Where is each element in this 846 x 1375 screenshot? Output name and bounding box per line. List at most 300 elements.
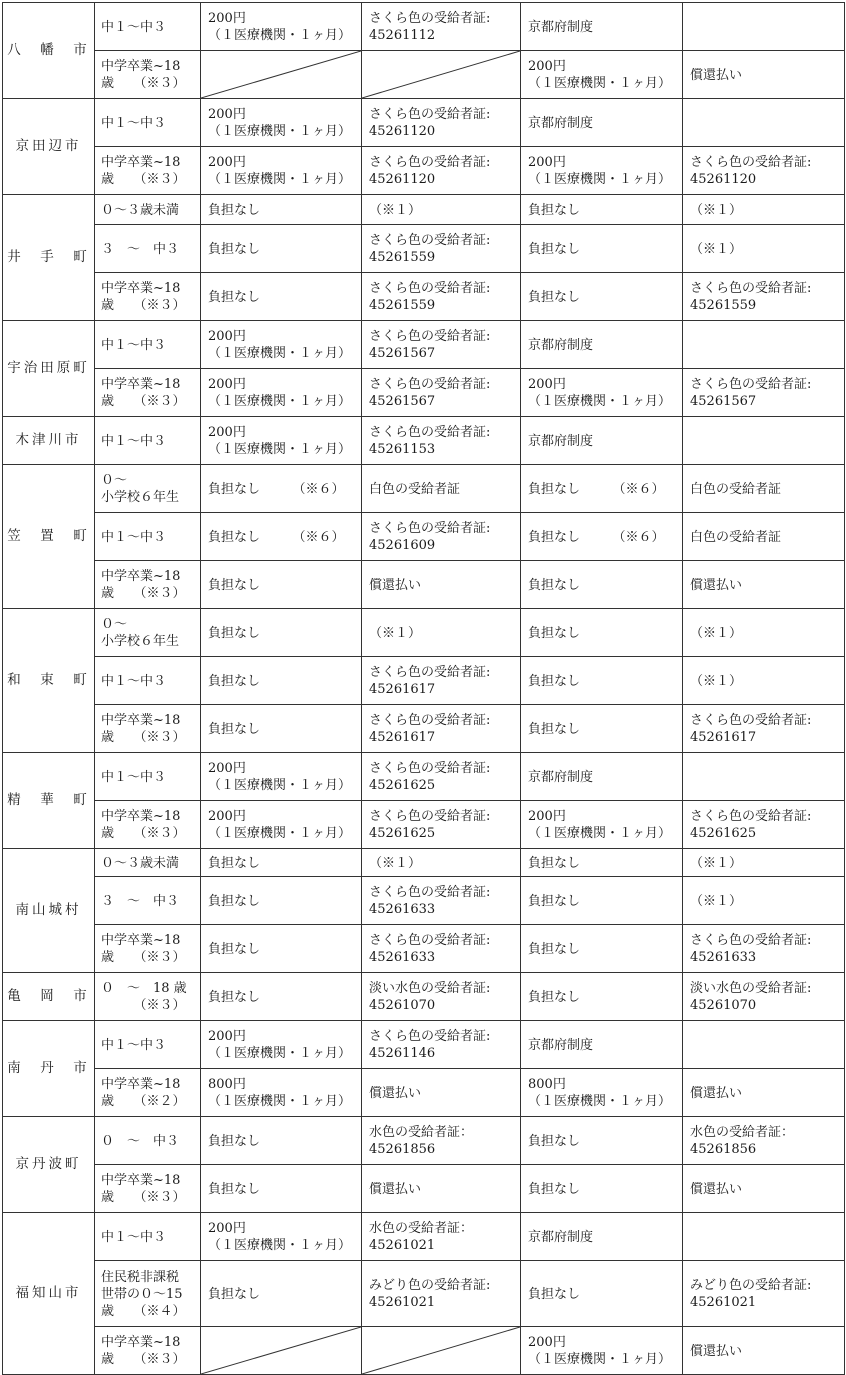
inpatient-certificate-cell (362, 609, 521, 657)
cell-text-line: 45261625 (369, 826, 436, 841)
inpatient-certificate-cell (362, 1261, 521, 1327)
age-range-cell (95, 321, 201, 369)
cell-text-line: 45261112 (369, 28, 436, 43)
inpatient-certificate-cell (362, 561, 521, 609)
inpatient-certificate-cell (362, 877, 521, 925)
cell-text-line: さくら色の受給者証: (690, 281, 812, 296)
inpatient-charge-cell (201, 657, 362, 705)
cell-text-line: 京都府制度 (528, 19, 594, 35)
inpatient-certificate-cell (362, 1117, 521, 1165)
outpatient-certificate-cell (683, 801, 845, 849)
cell-text-line: 負担なし (208, 1133, 261, 1149)
age-range-cell (95, 1021, 201, 1069)
age-range-cell (95, 1117, 201, 1165)
cell-text-line: さくら色の受給者証: (690, 155, 812, 170)
cell-text-line: さくら色の受給者証: (369, 425, 491, 440)
diagonal-line (362, 1327, 520, 1374)
outpatient-charge-cell (521, 753, 683, 801)
age-range-cell (95, 753, 201, 801)
cell-text-line: 200円 (208, 1221, 246, 1236)
inpatient-charge-cell (201, 273, 362, 321)
cell-text-line: 小学校６年生 (101, 490, 180, 505)
cell-text-line: （１医療機関・１ヶ月） (528, 1094, 672, 1109)
cell-text-line: 京都府制度 (528, 115, 594, 131)
inpatient-certificate-cell (362, 195, 521, 225)
cell-text-line: 45261146 (369, 1046, 436, 1061)
cell-text-line: 45261856 (690, 1142, 757, 1157)
outpatient-certificate-cell (683, 513, 845, 561)
cell-text-line: さくら色の受給者証: (690, 809, 812, 824)
cell-text-line: 中１～中３ (101, 19, 167, 35)
cell-text-line: 償還払い (690, 577, 743, 593)
diagonal-line (201, 1327, 361, 1374)
inpatient-charge-cell (201, 801, 362, 849)
cell-text-line: 住民税非課税 (101, 1269, 180, 1285)
age-range-cell (95, 273, 201, 321)
inpatient-certificate-cell (362, 849, 521, 877)
municipality-cell: 木津川市 (3, 417, 95, 465)
cell-text-line: 中学卒業~18 (101, 809, 181, 824)
age-range-cell (95, 925, 201, 973)
outpatient-certificate-cell (683, 753, 845, 801)
table-row (3, 609, 845, 657)
cell-text-line: 世帯の０～15 (101, 1286, 183, 1302)
outpatient-certificate-cell (683, 1021, 845, 1069)
age-range-cell (95, 1327, 201, 1375)
cell-text-line: 中学卒業~18 (101, 569, 181, 584)
inpatient-charge-cell (201, 1261, 362, 1327)
cell-text-line: （１医療機関・１ヶ月） (208, 124, 352, 139)
cell-text-line: 200円 (208, 11, 246, 26)
inpatient-charge-cell (201, 561, 362, 609)
inpatient-certificate-cell (362, 465, 521, 513)
cell-text-line: （１医療機関・１ヶ月） (208, 1046, 352, 1061)
inpatient-certificate-cell (362, 147, 521, 195)
cell-text-line: 45261633 (690, 950, 757, 965)
inpatient-certificate-cell (362, 417, 521, 465)
cell-text-line: 水色の受給者証： (690, 1125, 795, 1140)
cell-text-line: 歳 （※４） (101, 1303, 186, 1319)
cell-text-line: 45261633 (369, 950, 436, 965)
cell-text-line: 負担なし (528, 1286, 581, 1302)
cell-text-line: ０～３歳未満 (101, 202, 180, 218)
table-row (3, 753, 845, 801)
cell-text-line: 負担なし (528, 989, 581, 1005)
outpatient-certificate-cell (683, 225, 845, 273)
outpatient-charge-cell (521, 369, 683, 417)
outpatient-charge-cell (521, 849, 683, 877)
cell-text-line: 負担なし (208, 673, 261, 689)
municipality-cell: 亀 岡 市 (3, 973, 95, 1021)
cell-text-line: さくら色の受給者証: (690, 377, 812, 392)
municipality-cell: 井 手 町 (3, 195, 95, 321)
cell-text-line: （１医療機関・１ヶ月） (528, 394, 672, 409)
cell-text-line: 歳 （※３） (101, 394, 186, 409)
inpatient-certificate-cell (362, 1069, 521, 1117)
table-row (3, 225, 845, 273)
outpatient-certificate-cell (683, 973, 845, 1021)
inpatient-charge-cell (201, 1213, 362, 1261)
cell-text-line: （１医療機関・１ヶ月） (528, 826, 672, 841)
cell-text-line: 歳 （※３） (101, 298, 186, 313)
cell-text-line: 45261070 (369, 998, 436, 1013)
age-range-cell (95, 1213, 201, 1261)
table-row (3, 925, 845, 973)
cell-text-line: ３ ～ 中３ (101, 893, 180, 909)
municipality-cell: 京田辺市 (3, 99, 95, 195)
municipality-cell: 南山城村 (3, 849, 95, 973)
age-range-cell (95, 369, 201, 417)
cell-text-line: 45261625 (690, 826, 757, 841)
inpatient-certificate-cell (362, 3, 521, 51)
cell-text-line: 負担なし (208, 893, 261, 909)
outpatient-charge-cell (521, 925, 683, 973)
table-row (3, 849, 845, 877)
cell-text-line: （※１） (369, 855, 422, 871)
table-row (3, 321, 845, 369)
inpatient-charge-cell (201, 465, 362, 513)
outpatient-charge-cell (521, 561, 683, 609)
cell-text-line: 中学卒業~18 (101, 59, 181, 74)
cell-text-line: 200円 (208, 1029, 246, 1044)
cell-text-line: （１医療機関・１ヶ月） (528, 76, 672, 91)
cell-text-line: 負担なし (528, 673, 581, 689)
cell-text-line: さくら色の受給者証: (369, 107, 491, 122)
cell-text-line: 中１～中３ (101, 1229, 167, 1245)
cell-text-line: 200円 (208, 377, 246, 392)
age-range-cell (95, 465, 201, 513)
cell-text-line: 負担なし (208, 721, 261, 737)
diagonal-line (201, 51, 361, 98)
table-row (3, 513, 845, 561)
cell-text-line: ０～３歳未満 (101, 855, 180, 871)
diagonal-strike (362, 1327, 520, 1374)
cell-text-line: 水色の受給者証： (369, 1221, 474, 1236)
inpatient-charge-cell (201, 225, 362, 273)
cell-text-line: 負担なし (208, 577, 261, 593)
cell-text-line: 歳 （※２） (101, 1094, 186, 1109)
cell-text-line: 償還払い (690, 1343, 743, 1359)
cell-text-line: （１医療機関・１ヶ月） (208, 1094, 352, 1109)
cell-text-line: 中１～中３ (101, 673, 167, 689)
outpatient-charge-cell (521, 273, 683, 321)
cell-text-line: ３ ～ 中３ (101, 241, 180, 257)
inpatient-certificate-cell (362, 657, 521, 705)
outpatient-charge-cell (521, 1213, 683, 1261)
outpatient-certificate-cell (683, 465, 845, 513)
outpatient-charge-cell (521, 973, 683, 1021)
cell-text-line: （１医療機関・１ヶ月） (208, 778, 352, 793)
table-row (3, 561, 845, 609)
cell-text-line: 45261021 (690, 1295, 757, 1310)
cell-text-line: 京都府制度 (528, 433, 594, 449)
cell-text-line: ０ ～ 中３ (101, 1133, 180, 1149)
cell-text-line: 負担なし (208, 625, 261, 641)
cell-text-line: 負担なし (528, 1133, 581, 1149)
cell-text-line: 45261120 (369, 172, 436, 187)
cell-text-line: 中１～中３ (101, 1037, 167, 1053)
table-row (3, 1117, 845, 1165)
outpatient-certificate-cell (683, 849, 845, 877)
outpatient-certificate-cell (683, 417, 845, 465)
cell-text-line: 中１～中３ (101, 115, 167, 131)
cell-text-line: 中学卒業~18 (101, 1173, 181, 1188)
outpatient-charge-cell (521, 3, 683, 51)
cell-text-line: （※１） (690, 673, 743, 689)
cell-text-line: 償還払い (690, 1085, 743, 1101)
cell-text-line: 45261021 (369, 1295, 436, 1310)
cell-text-line: 歳 （※３） (101, 76, 186, 91)
cell-text-line: さくら色の受給者証: (369, 1029, 491, 1044)
cell-text-line: （１医療機関・１ヶ月） (208, 826, 352, 841)
cell-text-line: 京都府制度 (528, 1037, 594, 1053)
outpatient-charge-cell (521, 321, 683, 369)
cell-text-line: （※１） (369, 625, 422, 641)
age-range-cell (95, 849, 201, 877)
cell-text-line: 負担なし (528, 577, 581, 593)
cell-text-line: （１医療機関・１ヶ月） (208, 172, 352, 187)
cell-text-line: 歳 （※３） (101, 172, 186, 187)
cell-text-line: 京都府制度 (528, 337, 594, 353)
age-range-cell (95, 51, 201, 99)
cell-text-line: 45261070 (690, 998, 757, 1013)
cell-text-line: ０～ (101, 617, 128, 632)
cell-text-line: さくら色の受給者証: (369, 761, 491, 776)
cell-text-line: 負担なし (528, 941, 581, 957)
cell-text-line: 負担なし (208, 289, 261, 305)
table-row (3, 1021, 845, 1069)
age-range-cell (95, 561, 201, 609)
table-row (3, 465, 845, 513)
outpatient-charge-cell (521, 195, 683, 225)
table-row (3, 973, 845, 1021)
cell-text-line: 200円 (208, 761, 246, 776)
outpatient-charge-cell (521, 51, 683, 99)
cell-text-line: （１医療機関・１ヶ月） (208, 28, 352, 43)
inpatient-charge-cell (201, 1117, 362, 1165)
cell-text-line: 負担なし (208, 1181, 261, 1197)
diagonal-strike (362, 51, 520, 98)
cell-text-line: みどり色の受給者証: (369, 1278, 491, 1293)
outpatient-certificate-cell (683, 1165, 845, 1213)
cell-text-line: ０ ～ 18 歳 (101, 981, 187, 996)
cell-text-line: さくら色の受給者証: (369, 11, 491, 26)
outpatient-certificate-cell (683, 1327, 845, 1375)
cell-text-line: 200円 (208, 329, 246, 344)
outpatient-charge-cell (521, 465, 683, 513)
cell-text-line: 45261021 (369, 1238, 436, 1253)
cell-text-line: 負担なし (528, 721, 581, 737)
table-row (3, 1213, 845, 1261)
outpatient-charge-cell (521, 1165, 683, 1213)
municipality-cell: 南 丹 市 (3, 1021, 95, 1117)
cell-text-line: 償還払い (369, 1085, 422, 1101)
diagonal-strike (201, 1327, 361, 1374)
cell-text-line: 京都府制度 (528, 1229, 594, 1245)
municipality-cell: 宇治田原町 (3, 321, 95, 417)
outpatient-certificate-cell (683, 273, 845, 321)
cell-text-line: 45261633 (369, 902, 436, 917)
inpatient-charge-cell (201, 609, 362, 657)
outpatient-charge-cell (521, 1069, 683, 1117)
outpatient-charge-cell (521, 1021, 683, 1069)
cell-text-line: 45261856 (369, 1142, 436, 1157)
table-row (3, 51, 845, 99)
inpatient-charge-cell (201, 1165, 362, 1213)
outpatient-certificate-cell (683, 369, 845, 417)
outpatient-certificate-cell (683, 321, 845, 369)
cell-text-line: 800円 (528, 1077, 566, 1092)
table-row (3, 195, 845, 225)
age-range-cell (95, 1261, 201, 1327)
table-row (3, 1165, 845, 1213)
cell-text-line: みどり色の受給者証: (690, 1278, 812, 1293)
cell-text-line: 負担なし (528, 241, 581, 257)
inpatient-certificate-cell (362, 801, 521, 849)
cell-text-line: 淡い水色の受給者証: (369, 981, 491, 996)
outpatient-certificate-cell (683, 705, 845, 753)
cell-text-line: 負担なし (208, 941, 261, 957)
cell-text-line: （１医療機関・１ヶ月） (208, 394, 352, 409)
cell-text-line: （１医療機関・１ヶ月） (208, 346, 352, 361)
cell-text-line: 中１～中３ (101, 529, 167, 545)
inpatient-certificate-cell (362, 99, 521, 147)
inpatient-charge-cell (201, 877, 362, 925)
cell-text-line: 負担なし (528, 625, 581, 641)
inpatient-charge-cell (201, 1069, 362, 1117)
table-row (3, 369, 845, 417)
cell-text-line: 中学卒業~18 (101, 155, 181, 170)
cell-text-line: 200円 (208, 107, 246, 122)
not-applicable-cell (201, 51, 362, 99)
outpatient-charge-cell (521, 1117, 683, 1165)
cell-text-line: 中学卒業~18 (101, 281, 181, 296)
cell-text-line: 負担なし (528, 893, 581, 909)
cell-text-line: 45261559 (369, 250, 436, 265)
cell-text-line: 45261559 (690, 298, 757, 313)
cell-text-line: 中１～中３ (101, 769, 167, 785)
table-row (3, 801, 845, 849)
age-range-cell (95, 99, 201, 147)
inpatient-certificate-cell (362, 753, 521, 801)
cell-text-line: 負担なし （※６） (208, 529, 345, 545)
cell-text-line: （※３） (101, 998, 186, 1013)
cell-text-line: 中学卒業~18 (101, 377, 181, 392)
age-range-cell (95, 3, 201, 51)
cell-text-line: さくら色の受給者証: (369, 885, 491, 900)
outpatient-certificate-cell (683, 99, 845, 147)
age-range-cell (95, 195, 201, 225)
outpatient-charge-cell (521, 1261, 683, 1327)
inpatient-certificate-cell (362, 321, 521, 369)
cell-text-line: 200円 (208, 155, 246, 170)
inpatient-charge-cell (201, 99, 362, 147)
cell-text-line: 200円 (208, 425, 246, 440)
outpatient-certificate-cell (683, 877, 845, 925)
cell-text-line: さくら色の受給者証: (690, 933, 812, 948)
cell-text-line: 負担なし (208, 855, 261, 871)
cell-text-line: 白色の受給者証 (690, 529, 782, 545)
inpatient-certificate-cell (362, 369, 521, 417)
outpatient-charge-cell (521, 609, 683, 657)
outpatient-charge-cell (521, 705, 683, 753)
cell-text-line: ０～ (101, 473, 128, 488)
outpatient-certificate-cell (683, 1261, 845, 1327)
cell-text-line: さくら色の受給者証: (369, 713, 491, 728)
cell-text-line: （※１） (690, 855, 743, 871)
inpatient-charge-cell (201, 321, 362, 369)
cell-text-line: 負担なし (528, 289, 581, 305)
inpatient-charge-cell (201, 849, 362, 877)
cell-text-line: 償還払い (690, 1181, 743, 1197)
outpatient-charge-cell (521, 513, 683, 561)
outpatient-charge-cell (521, 147, 683, 195)
cell-text-line: 中１～中３ (101, 337, 167, 353)
cell-text-line: 200円 (208, 809, 246, 824)
inpatient-certificate-cell (362, 273, 521, 321)
cell-text-line: 償還払い (369, 1181, 422, 1197)
age-range-cell (95, 225, 201, 273)
cell-text-line: 負担なし (208, 1286, 261, 1302)
cell-text-line: 45261567 (369, 346, 436, 361)
cell-text-line: （１医療機関・１ヶ月） (208, 442, 352, 457)
inpatient-charge-cell (201, 147, 362, 195)
cell-text-line: 45261617 (690, 730, 757, 745)
outpatient-certificate-cell (683, 195, 845, 225)
cell-text-line: 歳 （※３） (101, 730, 186, 745)
inpatient-charge-cell (201, 369, 362, 417)
outpatient-certificate-cell (683, 657, 845, 705)
not-applicable-cell (362, 51, 521, 99)
cell-text-line: （※１） (690, 893, 743, 909)
cell-text-line: （※１） (690, 241, 743, 257)
inpatient-charge-cell (201, 973, 362, 1021)
municipality-cell: 精 華 町 (3, 753, 95, 849)
table-row (3, 417, 845, 465)
table-row (3, 273, 845, 321)
table-row (3, 1261, 845, 1327)
cell-text-line: 45261625 (369, 778, 436, 793)
cell-text-line: 歳 （※３） (101, 826, 186, 841)
municipality-cell: 福知山市 (3, 1213, 95, 1375)
cell-text-line: 歳 （※３） (101, 1352, 186, 1367)
cell-text-line: 中学卒業~18 (101, 1335, 181, 1350)
cell-text-line: 45261567 (690, 394, 757, 409)
cell-text-line: （※１） (369, 202, 422, 218)
not-applicable-cell (362, 1327, 521, 1375)
outpatient-charge-cell (521, 225, 683, 273)
outpatient-certificate-cell (683, 1213, 845, 1261)
outpatient-certificate-cell (683, 1069, 845, 1117)
cell-text-line: 中学卒業~18 (101, 1077, 181, 1092)
cell-text-line: 償還払い (369, 577, 422, 593)
inpatient-charge-cell (201, 705, 362, 753)
inpatient-certificate-cell (362, 1021, 521, 1069)
inpatient-certificate-cell (362, 1165, 521, 1213)
municipality-cell: 京丹波町 (3, 1117, 95, 1213)
table-row (3, 1069, 845, 1117)
age-range-cell (95, 609, 201, 657)
cell-text-line: 歳 （※３） (101, 1190, 186, 1205)
municipality-cell: 笠 置 町 (3, 465, 95, 609)
cell-text-line: 負担なし (528, 202, 581, 218)
age-range-cell (95, 801, 201, 849)
age-range-cell (95, 657, 201, 705)
outpatient-charge-cell (521, 657, 683, 705)
subsidy-table-container (2, 2, 845, 1375)
outpatient-charge-cell (521, 801, 683, 849)
cell-text-line: 負担なし （※６） (528, 481, 665, 497)
